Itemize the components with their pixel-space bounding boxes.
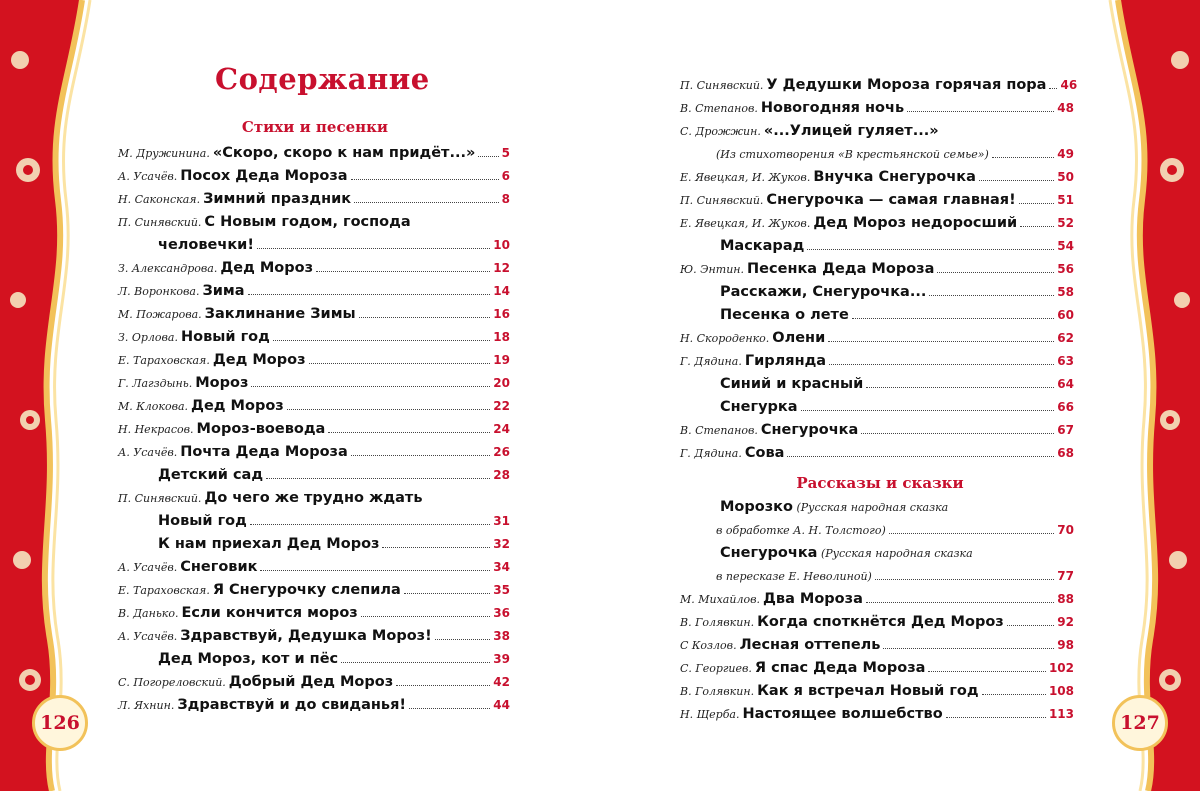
toc-author: Г. Дядина. [680,447,742,460]
toc-leader-dots [396,685,490,686]
toc-author: А. Усачёв. [118,170,178,183]
toc-page-number: 51 [1057,193,1074,207]
toc-entry [118,694,510,717]
toc-page-number: 5 [501,146,510,160]
toc-entry [118,418,510,441]
toc-entry [118,303,510,326]
toc-entry [680,258,1074,281]
toc-leader-dots [382,547,490,548]
toc-page-number: 26 [493,445,510,459]
toc-page-number: 49 [1057,147,1074,161]
toc-note: (Из стихотворения «В крестьянской семье») [716,148,989,161]
page-number-left: 126 [32,695,88,751]
section-title-poems: Стихи и песенки [241,118,389,136]
toc-page-number: 54 [1057,239,1074,253]
toc-entry [680,373,1074,396]
toc-entry [118,487,510,510]
toc-work-title: Когда споткнётся Дед Мороз [757,614,1004,630]
toc-work-title: Если кончится мороз [181,605,358,621]
toc-leader-dots [266,478,490,479]
toc-author: М. Дружинина. [118,147,210,160]
toc-work-title: Снегурка [720,399,798,415]
toc-leader-dots [250,524,490,525]
toc-leader-dots [354,202,499,203]
toc-author: Г. Дядина. [680,355,742,368]
toc-entry [680,97,1074,120]
toc-leader-dots [1019,203,1055,204]
toc-author: А. Усачёв. [118,446,178,459]
toc-entry [118,648,510,671]
toc-work-title: Сова [744,445,785,461]
toc-leader-dots [409,708,490,709]
toc-page-number: 62 [1057,331,1074,345]
toc-entry [680,588,1074,611]
toc-leader-dots [866,387,1054,388]
toc-leader-dots [937,272,1054,273]
toc-left-list [118,142,510,717]
toc-page-number: 88 [1057,592,1074,606]
toc-page-number: 48 [1057,101,1074,115]
toc-page-number: 58 [1057,285,1074,299]
toc-entry [118,188,510,211]
toc-page-number: 50 [1057,170,1074,184]
toc-page-number: 102 [1048,661,1074,675]
toc-entry [680,442,1074,465]
toc-author: Л. Яхнин. [118,699,175,712]
toc-author: В. Голявкин. [680,685,755,698]
toc-entry [680,396,1074,419]
toc-entry [680,212,1074,235]
toc-page-number: 56 [1057,262,1074,276]
toc-page-number: 12 [493,261,510,275]
toc-page-number: 60 [1057,308,1074,322]
toc-entry [680,281,1074,304]
toc-page-number: 113 [1048,707,1074,721]
toc-author: М. Михайлов. [680,593,760,606]
toc-entry [680,189,1074,212]
page-title: Содержание [215,62,430,96]
toc-entry [118,579,510,602]
section-title-stories: Рассказы и сказки [796,474,964,492]
toc-author: П. Синявский. [680,194,764,207]
toc-leader-dots [248,294,491,295]
toc-work-title: Детский сад [158,467,264,483]
toc-work-title: человечки! [158,237,254,253]
toc-leader-dots [992,157,1055,158]
toc-work-title: Новогодняя ночь [760,100,905,116]
toc-leader-dots [257,248,490,249]
toc-page-number: 66 [1057,400,1074,414]
toc-entry [118,326,510,349]
toc-work-title: Мороз-воевода [196,421,326,437]
toc-page-number: 77 [1057,569,1074,583]
toc-work-title: С Новым годом, господа [204,214,411,230]
toc-note: (Русская народная сказка [817,547,973,560]
toc-leader-dots [787,456,1054,457]
toc-entry [118,211,510,234]
toc-leader-dots [907,111,1054,112]
toc-entry [680,304,1074,327]
toc-leader-dots [807,249,1054,250]
toc-work-title: У Дедушки Мороза горячая пора [766,77,1047,93]
toc-author: В. Степанов. [680,102,758,115]
toc-work-title: Снегурочка — самая главная! [766,192,1016,208]
toc-work-title: Новый год [158,513,247,529]
toc-author: С Козлов. [680,639,737,652]
toc-leader-dots [351,455,491,456]
toc-entry [118,165,510,188]
toc-work-title: Гирлянда [744,353,827,369]
toc-page-number: 32 [493,537,510,551]
toc-work-title: Мороз [195,375,249,391]
toc-work-title: Почта Деда Мороза [180,444,348,460]
toc-page-number: 98 [1057,638,1074,652]
page-number-right: 127 [1112,695,1168,751]
toc-leader-dots [309,363,491,364]
toc-author: Е. Явецкая, И. Жуков. [680,171,811,184]
toc-work-title: Здравствуй, Дедушка Мороз! [180,628,432,644]
toc-leader-dots [889,533,1055,534]
toc-page-number: 64 [1057,377,1074,391]
toc-page-number: 22 [493,399,510,413]
right-floral-border [1100,0,1200,791]
toc-entry [118,372,510,395]
toc-work-title: Морозко [720,499,793,515]
toc-leader-dots [341,662,490,663]
toc-author: Н. Скороденко. [680,332,770,345]
toc-page-number: 18 [493,330,510,344]
toc-entry [680,350,1074,373]
toc-leader-dots [260,570,490,571]
toc-entry [680,611,1074,634]
toc-work-title: Внучка Снегурочка [813,169,976,185]
toc-page-number: 39 [493,652,510,666]
toc-entry [680,657,1074,680]
toc-note: в пересказе Е. Неволиной) [716,570,872,583]
left-floral-border [0,0,100,791]
toc-entry [680,327,1074,350]
toc-entry [680,542,1074,565]
toc-author: Е. Тараховская. [118,354,210,367]
toc-page-number: 34 [493,560,510,574]
toc-work-title: Дед Мороз недоросший [813,215,1018,231]
toc-work-title: Два Мороза [762,591,863,607]
toc-entry [680,166,1074,189]
toc-entry [118,671,510,694]
toc-work-title: Настоящее волшебство [742,706,943,722]
toc-author: Е. Тараховская. [118,584,210,597]
toc-work-title: Зима [202,283,245,299]
toc-entry [118,349,510,372]
toc-leader-dots [478,156,498,157]
toc-page-number: 63 [1057,354,1074,368]
toc-page-number: 14 [493,284,510,298]
toc-work-title: Олени [772,330,826,346]
toc-work-title: Я спас Деда Мороза [754,660,926,676]
toc-leader-dots [801,410,1055,411]
toc-author: С. Дрожжин. [680,125,761,138]
toc-leader-dots [861,433,1054,434]
toc-page-number: 19 [493,353,510,367]
toc-author: Е. Явецкая, И. Жуков. [680,217,811,230]
toc-leader-dots [1007,625,1055,626]
toc-work-title: Посох Деда Мороза [180,168,348,184]
toc-entry [680,143,1074,166]
toc-entry [118,464,510,487]
toc-leader-dots [852,318,1055,319]
toc-page-number: 68 [1057,446,1074,460]
toc-page-number: 31 [493,514,510,528]
toc-page-number: 28 [493,468,510,482]
toc-page-number: 46 [1060,78,1078,92]
toc-author: З. Орлова. [118,331,178,344]
toc-entry [680,565,1074,588]
toc-author: С. Георгиев. [680,662,752,675]
toc-work-title: Песенка Деда Мороза [747,261,935,277]
toc-leader-dots [287,409,491,410]
toc-work-title: Синий и красный [720,376,864,392]
toc-note: в обработке А. Н. Толстого) [716,524,886,537]
toc-leader-dots [251,386,490,387]
toc-leader-dots [316,271,490,272]
toc-work-title: Расскажи, Снегурочка... [720,284,927,300]
toc-work-title: Лесная оттепель [739,637,881,653]
toc-leader-dots [1020,226,1054,227]
toc-work-title: «...Улицей гуляет...» [763,123,939,139]
toc-entry [680,419,1074,442]
toc-work-title: Песенка о лете [720,307,849,323]
toc-work-title: Здравствуй и до свиданья! [177,697,406,713]
toc-leader-dots [828,341,1054,342]
toc-entry [118,234,510,257]
toc-right-list [680,74,1078,465]
toc-work-title: К нам приехал Дед Мороз [158,536,380,552]
toc-work-title: До чего же трудно ждать [204,490,423,506]
toc-leader-dots [829,364,1054,365]
toc-leader-dots [361,616,491,617]
toc-work-title: Заклинание Зимы [204,306,356,322]
toc-author: А. Усачёв. [118,630,178,643]
toc-page-number: 42 [493,675,510,689]
toc-leader-dots [273,340,490,341]
toc-page-number: 24 [493,422,510,436]
toc-entry [118,533,510,556]
toc-leader-dots [1049,88,1057,89]
toc-entry [680,634,1074,657]
toc-work-title: Дед Мороз [191,398,284,414]
toc-work-title: Маскарад [720,238,805,254]
toc-entry [118,395,510,418]
toc-leader-dots [351,179,499,180]
toc-work-title: Снегурочка [720,545,818,561]
toc-work-title: «Скоро, скоро к нам придёт...» [212,145,476,161]
toc-author: Г. Лагздынь. [118,377,193,390]
toc-leader-dots [359,317,491,318]
toc-leader-dots [946,717,1046,718]
toc-work-title: Добрый Дед Мороз [228,674,394,690]
toc-page-number: 67 [1057,423,1074,437]
toc-author: С. Погореловский. [118,676,226,689]
toc-page-number: 36 [493,606,510,620]
toc-work-title: Дед Мороз [212,352,306,368]
toc-page-number: 52 [1057,216,1074,230]
toc-entry [680,120,1074,143]
toc-leader-dots [328,432,490,433]
toc-leader-dots [866,602,1054,603]
toc-leader-dots [875,579,1054,580]
toc-entry [118,510,510,533]
toc-author: Н. Щерба. [680,708,740,721]
toc-entry [680,235,1074,258]
toc-right-stories-list [680,496,1074,726]
toc-author: В. Голявкин. [680,616,755,629]
toc-entry [680,74,1078,97]
toc-leader-dots [883,648,1054,649]
toc-leader-dots [404,593,490,594]
toc-work-title: Снеговик [180,559,258,575]
toc-work-title: Снегурочка [760,422,859,438]
toc-entry [680,680,1074,703]
toc-leader-dots [982,694,1046,695]
toc-entry [118,556,510,579]
toc-page-number: 16 [493,307,510,321]
toc-entry [118,257,510,280]
toc-page-number: 8 [501,192,510,206]
toc-author: В. Степанов. [680,424,758,437]
toc-page-number: 44 [493,698,510,712]
toc-page-number: 35 [493,583,510,597]
toc-work-title: Я Снегурочку слепила [212,582,401,598]
toc-note: (Русская народная сказка [792,501,949,514]
toc-work-title: Новый год [181,329,270,345]
toc-author: А. Усачёв. [118,561,178,574]
toc-page-number: 20 [493,376,510,390]
toc-page-number: 70 [1057,523,1074,537]
toc-entry [680,496,1074,519]
toc-entry [118,142,510,165]
toc-work-title: Зимний праздник [203,191,352,207]
toc-leader-dots [928,671,1046,672]
toc-entry [118,625,510,648]
toc-leader-dots [979,180,1054,181]
toc-author: М. Клокова. [118,400,189,413]
toc-page-number: 108 [1048,684,1074,698]
toc-author: Ю. Энтин. [680,263,745,276]
toc-author: Н. Саконская. [118,193,201,206]
toc-entry [118,280,510,303]
toc-author: З. Александрова. [118,262,218,275]
toc-author: П. Синявский. [680,79,764,92]
toc-page-number: 10 [493,238,510,252]
toc-entry [680,519,1074,542]
toc-page-number: 38 [493,629,510,643]
toc-page-number: 92 [1057,615,1074,629]
toc-entry [118,602,510,625]
toc-work-title: Дед Мороз, кот и пёс [158,651,339,667]
toc-author: М. Пожарова. [118,308,202,321]
toc-author: Н. Некрасов. [118,423,194,436]
toc-work-title: Дед Мороз [220,260,313,276]
toc-work-title: Как я встречал Новый год [757,683,979,699]
toc-author: В. Данько. [118,607,179,620]
toc-leader-dots [435,639,491,640]
toc-author: П. Синявский. [118,492,202,505]
toc-author: П. Синявский. [118,216,202,229]
toc-entry [118,441,510,464]
toc-leader-dots [929,295,1054,296]
toc-page-number: 6 [501,169,510,183]
toc-entry [680,703,1074,726]
toc-author: Л. Воронкова. [118,285,200,298]
